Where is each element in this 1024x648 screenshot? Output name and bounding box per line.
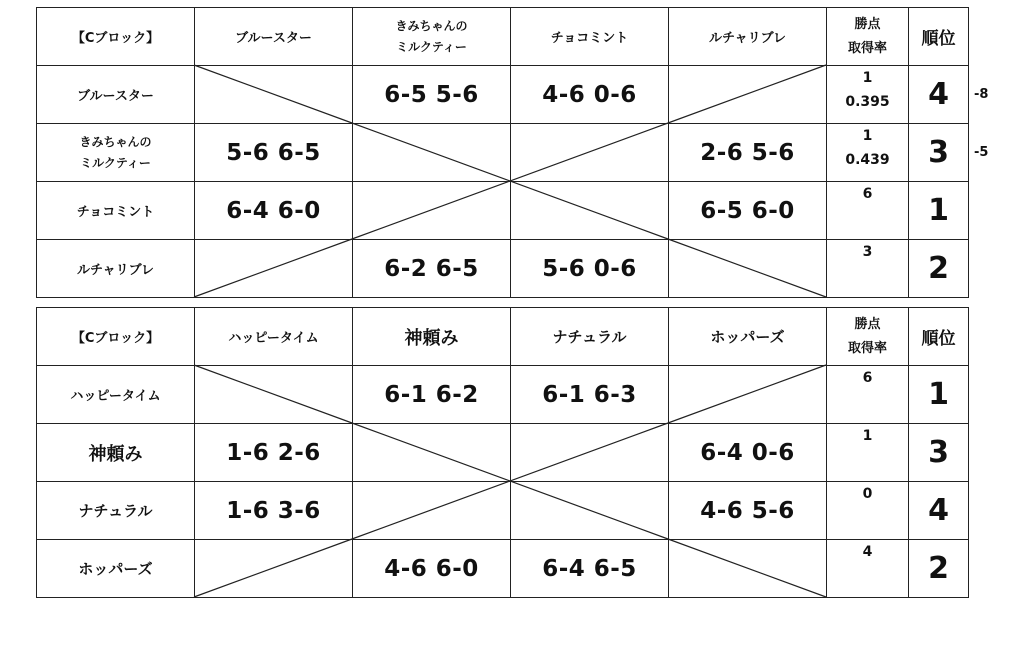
points-cell: [827, 482, 909, 540]
row-team-name: ホッパーズ: [37, 540, 195, 598]
row-team-name: ブルースター: [37, 66, 195, 124]
score-cell: [353, 124, 511, 182]
score-cell: 5-6 6-5: [195, 124, 353, 182]
points-cell: [827, 366, 909, 424]
points-value: 3: [862, 244, 873, 260]
points-cell: [827, 424, 909, 482]
col-header-team-4: ホッパーズ: [669, 308, 827, 366]
score-cell: [511, 124, 669, 182]
block-label: 【Cブロック】: [37, 308, 195, 366]
score-cell: 4-6 5-6: [669, 482, 827, 540]
points-value: 1: [862, 428, 873, 444]
col-header-team-4: ルチャリブレ: [669, 8, 827, 66]
rank-cell: 3: [909, 124, 969, 182]
col-header-team-1: ハッピータイム: [195, 308, 353, 366]
block-label: 【Cブロック】: [37, 8, 195, 66]
score-cell: 6-5 6-0: [669, 182, 827, 240]
col-header-rank: 順位: [909, 308, 969, 366]
rank-cell: 4: [909, 66, 969, 124]
row-team-name: ナチュラル: [37, 482, 195, 540]
score-cell: [511, 482, 669, 540]
score-cell: [195, 240, 353, 298]
score-cell: 6-2 6-5: [353, 240, 511, 298]
score-cell: [353, 182, 511, 240]
goal-diff-note: -8: [974, 87, 989, 102]
score-cell: 6-4 0-6: [669, 424, 827, 482]
score-cell: [511, 182, 669, 240]
col-header-points-ratio: 勝点 取得率: [827, 8, 909, 66]
points-cell: [827, 182, 909, 240]
col-header-rank: 順位: [909, 8, 969, 66]
rank-cell: 4: [909, 482, 969, 540]
score-cell: [353, 424, 511, 482]
col-header-team-2: 神頼み: [353, 308, 511, 366]
row-team-name: 神頼み: [37, 424, 195, 482]
score-cell: 1-6 3-6: [195, 482, 353, 540]
rank-cell: 1: [909, 182, 969, 240]
points-cell: [827, 540, 909, 598]
goal-diff-note: -5: [974, 145, 989, 160]
rank-cell: 1: [909, 366, 969, 424]
points-cell: [827, 66, 909, 124]
col-header-team-3: ナチュラル: [511, 308, 669, 366]
row-team-name: ハッピータイム: [37, 366, 195, 424]
score-cell: 4-6 6-0: [353, 540, 511, 598]
col-header-points-ratio: 勝点 取得率: [827, 308, 909, 366]
score-cell: 6-1 6-3: [511, 366, 669, 424]
score-cell: 6-5 5-6: [353, 66, 511, 124]
score-cell: [195, 540, 353, 598]
ratio-value: 0.439: [845, 152, 890, 168]
score-cell: 4-6 0-6: [511, 66, 669, 124]
rank-cell: 2: [909, 540, 969, 598]
score-cell: [195, 66, 353, 124]
row-team-name: ルチャリブレ: [37, 240, 195, 298]
points-cell: [827, 124, 909, 182]
points-value: 1: [862, 128, 873, 144]
score-cell: [353, 482, 511, 540]
score-cell: [669, 66, 827, 124]
score-cell: 6-4 6-5: [511, 540, 669, 598]
ratio-value: 0.395: [845, 94, 890, 110]
score-cell: [511, 424, 669, 482]
score-cell: [195, 366, 353, 424]
points-value: 4: [862, 544, 873, 560]
points-value: 1: [862, 70, 873, 86]
score-cell: 2-6 5-6: [669, 124, 827, 182]
rank-cell: 2: [909, 240, 969, 298]
row-team-name: きみちゃんの ミルクティー: [37, 124, 195, 182]
points-value: 6: [862, 186, 873, 202]
col-header-team-1: ブルースター: [195, 8, 353, 66]
score-cell: [669, 540, 827, 598]
rank-cell: 3: [909, 424, 969, 482]
score-cell: [669, 366, 827, 424]
col-header-team-2: きみちゃんの ミルクティー: [353, 8, 511, 66]
points-cell: [827, 240, 909, 298]
points-value: 0: [862, 486, 873, 502]
league-table-2: [36, 307, 969, 598]
league-table-1: [36, 7, 969, 298]
points-value: 6: [862, 370, 873, 386]
score-cell: 5-6 0-6: [511, 240, 669, 298]
row-team-name: チョコミント: [37, 182, 195, 240]
score-cell: 1-6 2-6: [195, 424, 353, 482]
col-header-team-3: チョコミント: [511, 8, 669, 66]
score-cell: 6-4 6-0: [195, 182, 353, 240]
score-cell: [669, 240, 827, 298]
score-cell: 6-1 6-2: [353, 366, 511, 424]
